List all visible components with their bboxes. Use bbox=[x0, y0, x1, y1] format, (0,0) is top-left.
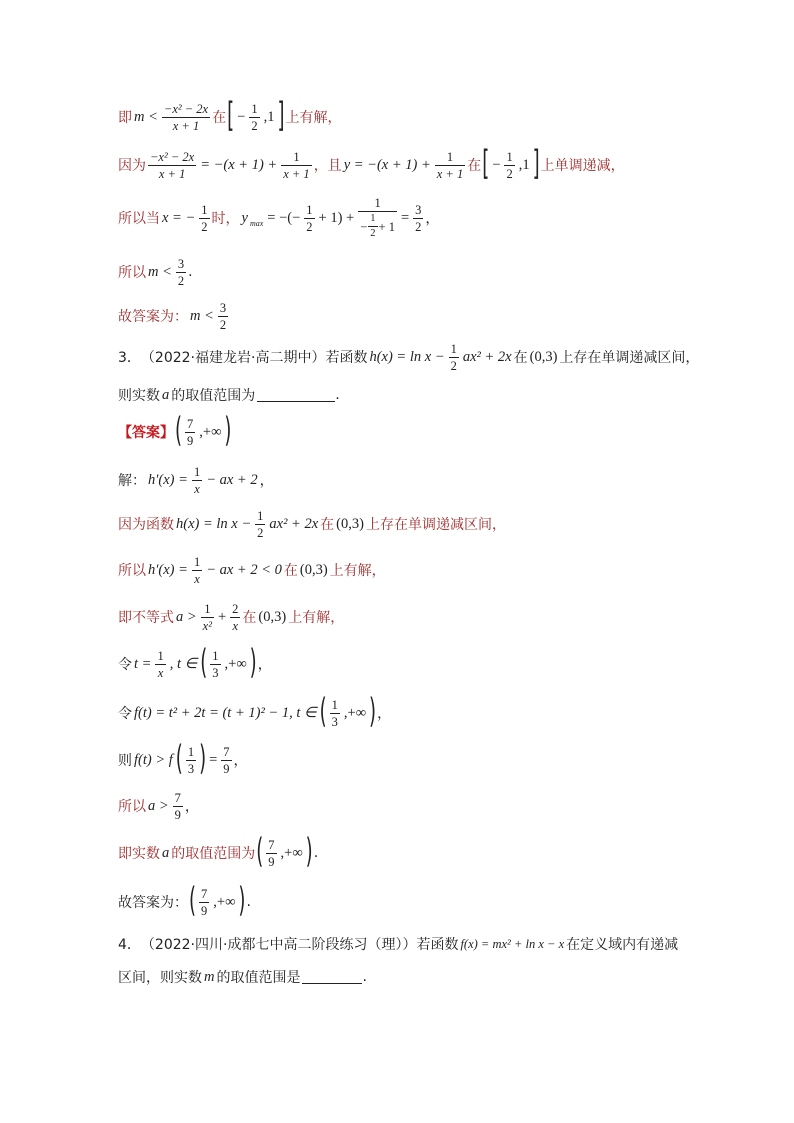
fraction-bar bbox=[173, 806, 183, 807]
fraction-denominator: 2 bbox=[306, 219, 313, 234]
solution-line bbox=[118, 141, 625, 189]
fraction-numerator: 1 bbox=[157, 648, 164, 663]
paren-left: ( bbox=[200, 643, 208, 683]
solution-text: 令 bbox=[118, 706, 132, 722]
paren-right: ) bbox=[305, 832, 313, 872]
fraction-denominator: 2 bbox=[506, 166, 513, 181]
fraction bbox=[435, 150, 465, 181]
fraction-bar bbox=[504, 165, 514, 166]
math-expression: ,1 bbox=[263, 108, 275, 125]
fraction-bar bbox=[192, 570, 202, 571]
math-operator: − bbox=[237, 108, 246, 125]
punctuation: ， bbox=[257, 657, 272, 673]
math-expression: ,+∞ bbox=[224, 655, 247, 672]
fraction-bar bbox=[162, 117, 210, 118]
solution-text: 故答案为： bbox=[118, 895, 188, 911]
fraction-bar bbox=[201, 617, 214, 618]
fraction-bar bbox=[368, 226, 377, 227]
question-number: 3． bbox=[118, 350, 141, 366]
fraction-bar bbox=[148, 165, 196, 166]
solution-line bbox=[118, 640, 272, 688]
solution-text: 在 bbox=[242, 610, 257, 626]
solution-text: 解： bbox=[118, 473, 146, 489]
fraction bbox=[413, 203, 423, 234]
question-stem-text: 则实数 bbox=[118, 388, 160, 404]
paren-left: ( bbox=[256, 832, 264, 872]
fraction-denominator: 2 bbox=[177, 273, 185, 288]
solution-text: ，且 bbox=[313, 158, 342, 174]
bracket-right: ] bbox=[532, 144, 540, 184]
fraction-denominator: x bbox=[194, 481, 200, 496]
solution-text: 则 bbox=[118, 753, 132, 769]
fraction-denominator: 2 bbox=[415, 219, 422, 234]
solution-text: 即实数 bbox=[118, 846, 160, 862]
math-operator: − bbox=[360, 219, 368, 234]
solution-line bbox=[118, 878, 251, 926]
paren-right: ) bbox=[238, 881, 246, 921]
math-expression: , t ∈ bbox=[169, 655, 198, 672]
fraction bbox=[176, 257, 186, 288]
question-stem-text: 若函数 bbox=[416, 937, 459, 953]
fraction bbox=[199, 887, 209, 918]
fraction-numerator: 1 bbox=[446, 149, 454, 164]
fraction-numerator: 1 bbox=[212, 648, 219, 663]
math-expression: − ax + 2 < 0 bbox=[206, 561, 282, 578]
fraction bbox=[148, 150, 196, 181]
solution-text: 所以 bbox=[118, 265, 146, 281]
math-expression: t = bbox=[134, 655, 152, 672]
math-variable: y bbox=[241, 209, 248, 226]
fraction-numerator: 3 bbox=[415, 202, 422, 217]
punctuation: ， bbox=[233, 753, 248, 769]
fraction-numerator: 1 bbox=[374, 196, 381, 210]
fraction-numerator: −x² − 2x bbox=[150, 149, 195, 164]
math-expression: ,+∞ bbox=[199, 423, 222, 440]
fraction-denominator: x + 1 bbox=[436, 166, 464, 181]
fraction-bar bbox=[266, 853, 276, 854]
question-stem-text: 的取值范围是 bbox=[216, 970, 301, 986]
math-operator: = bbox=[400, 209, 410, 226]
fraction-bar bbox=[218, 316, 228, 317]
fraction-denominator: 9 bbox=[223, 761, 230, 776]
math-expression: m < bbox=[134, 108, 158, 125]
math-expression: ,+∞ bbox=[280, 844, 303, 861]
solution-text: 故答案为： bbox=[118, 309, 188, 325]
punctuation: ， bbox=[259, 473, 274, 489]
solution-line bbox=[118, 689, 391, 737]
fraction bbox=[281, 150, 311, 181]
math-interval: (0,3) bbox=[299, 561, 328, 578]
math-expression: h′(x) = bbox=[148, 561, 188, 578]
fraction-denominator: x + 1 bbox=[172, 118, 200, 133]
solution-line bbox=[118, 593, 344, 641]
math-expression: a > bbox=[148, 797, 169, 814]
fraction-bar bbox=[255, 524, 265, 525]
solution-text: 即不等式 bbox=[118, 610, 174, 626]
punctuation: . bbox=[246, 894, 251, 910]
punctuation: . bbox=[335, 387, 340, 403]
fraction bbox=[249, 102, 259, 133]
fraction-bar bbox=[449, 357, 459, 358]
math-expression: + 1 bbox=[378, 219, 395, 234]
punctuation: ， bbox=[184, 799, 199, 815]
fraction bbox=[358, 196, 397, 240]
fraction-bar bbox=[413, 218, 423, 219]
fraction-bar bbox=[210, 664, 220, 665]
solution-text: 在 bbox=[320, 517, 335, 533]
fraction-bar bbox=[199, 218, 209, 219]
fraction-denominator: x bbox=[157, 665, 164, 680]
punctuation: ， bbox=[377, 706, 392, 722]
fraction-numerator: 1 bbox=[201, 202, 208, 217]
question-number: 4． bbox=[118, 937, 141, 953]
question-stem-text: 若函数 bbox=[325, 350, 368, 366]
math-interval: (0,3) bbox=[529, 348, 558, 365]
fraction-numerator: 7 bbox=[223, 744, 230, 759]
punctuation: . bbox=[362, 969, 367, 985]
fraction-denominator bbox=[358, 213, 397, 240]
math-variable: a bbox=[162, 386, 170, 403]
math-subscript: max bbox=[249, 218, 264, 228]
fraction-numerator: 7 bbox=[174, 790, 181, 805]
solution-line bbox=[118, 93, 341, 141]
math-expression: a > bbox=[176, 608, 197, 625]
solution-text: 所以当 bbox=[118, 211, 160, 227]
solution-text: 上有解， bbox=[329, 563, 386, 579]
fraction-numerator: 1 bbox=[251, 101, 258, 116]
math-expression: f(t) = t² + 2t = (t + 1)² − 1, t ∈ bbox=[134, 704, 317, 721]
solution-text: 在 bbox=[212, 110, 227, 126]
math-expression: x = − bbox=[162, 209, 196, 226]
fraction-denominator: x² bbox=[202, 618, 212, 633]
fraction-numerator: 3 bbox=[219, 300, 227, 315]
solution-text: 上有解， bbox=[285, 110, 342, 126]
math-operator: + bbox=[217, 608, 227, 625]
answer-blank bbox=[257, 401, 335, 402]
fraction bbox=[504, 150, 514, 181]
fraction-numerator: 1 bbox=[293, 149, 300, 164]
math-expression: + 1) + bbox=[318, 209, 355, 226]
math-interval: (0,3) bbox=[336, 515, 364, 532]
math-expression: ax² + 2x bbox=[269, 515, 319, 532]
fraction-denominator: 2 bbox=[201, 219, 208, 234]
fraction-denominator: 2 bbox=[450, 358, 457, 373]
question-source: （2022·四川·成都七中高二阶段练习（理）） bbox=[140, 937, 417, 953]
fraction-numerator: −x² − 2x bbox=[163, 101, 209, 116]
fraction bbox=[210, 649, 220, 680]
fraction bbox=[173, 791, 183, 822]
fraction-denominator: 2 bbox=[219, 317, 227, 332]
fraction-denominator: 2 bbox=[370, 228, 376, 239]
solution-text: 因为 bbox=[118, 158, 146, 174]
math-expression: m < bbox=[190, 307, 214, 324]
fraction-bar bbox=[281, 165, 311, 166]
punctuation: ， bbox=[425, 211, 440, 227]
fraction bbox=[185, 417, 195, 448]
fraction bbox=[201, 602, 214, 633]
solution-text: 所以 bbox=[118, 799, 146, 815]
paren-left: ( bbox=[175, 739, 183, 779]
answer-line bbox=[118, 408, 232, 456]
fraction-denominator: 9 bbox=[268, 854, 275, 869]
fraction-numerator: 1 bbox=[187, 744, 195, 759]
fraction bbox=[186, 745, 196, 776]
fraction-numerator: 2 bbox=[232, 601, 239, 616]
fraction-numerator: 7 bbox=[187, 416, 194, 431]
fraction bbox=[199, 203, 209, 234]
fraction-bar bbox=[221, 760, 231, 761]
fraction bbox=[192, 465, 202, 496]
paren-right: ) bbox=[199, 739, 207, 779]
fraction-bar bbox=[185, 432, 195, 433]
math-expression: f(t) > f bbox=[134, 751, 173, 768]
fraction-bar bbox=[230, 617, 240, 618]
fraction-bar bbox=[155, 664, 165, 665]
math-variable: a bbox=[162, 844, 170, 861]
fraction-numerator: 1 bbox=[193, 554, 201, 569]
question-stem-text: 在定义域内有递减 bbox=[566, 937, 679, 953]
fraction-numerator: 1 bbox=[450, 341, 457, 356]
fraction-bar bbox=[199, 902, 209, 903]
solution-line bbox=[118, 248, 193, 296]
fraction-bar bbox=[304, 218, 314, 219]
fraction-denominator: x bbox=[232, 618, 239, 633]
solution-text: 在 bbox=[283, 563, 298, 579]
fraction-numerator: 1 bbox=[257, 508, 264, 523]
fraction-numerator: 7 bbox=[201, 886, 208, 901]
math-expression: = −(x + 1) + bbox=[200, 156, 278, 173]
fraction bbox=[155, 649, 165, 680]
bracket-left: [ bbox=[227, 96, 235, 136]
math-expression: ,1 bbox=[518, 156, 530, 173]
solution-line bbox=[118, 736, 248, 784]
fraction-denominator: 3 bbox=[212, 665, 219, 680]
solution-text: 时， bbox=[211, 211, 240, 227]
fraction-numerator: 3 bbox=[177, 256, 185, 271]
math-expression: h(x) = ln x − bbox=[369, 348, 445, 365]
fraction bbox=[255, 509, 265, 540]
fraction-numerator: 1 bbox=[370, 213, 376, 224]
math-expression: ,+∞ bbox=[213, 893, 236, 910]
math-expression: f(x) = mx² + ln x − x bbox=[460, 936, 565, 951]
math-operator: = bbox=[209, 751, 218, 768]
fraction-numerator: 1 bbox=[204, 601, 211, 616]
math-interval: (0,3) bbox=[258, 608, 287, 625]
fraction-numerator: 1 bbox=[331, 697, 338, 712]
solution-text: 的取值范围为 bbox=[171, 846, 256, 862]
fraction-denominator: x + 1 bbox=[283, 166, 310, 181]
answer-blank bbox=[302, 983, 362, 984]
fraction-numerator: 1 bbox=[506, 149, 513, 164]
math-expression: ,+∞ bbox=[343, 704, 367, 721]
paren-left: ( bbox=[319, 692, 327, 732]
fraction bbox=[162, 102, 210, 133]
solution-line bbox=[118, 782, 199, 830]
solution-line bbox=[118, 829, 318, 877]
fraction bbox=[192, 555, 202, 586]
solution-line bbox=[118, 500, 506, 548]
fraction-denominator: 3 bbox=[331, 714, 338, 729]
fraction bbox=[304, 203, 314, 234]
question-stem-text: 的取值范围为 bbox=[171, 388, 256, 404]
paren-right: ) bbox=[369, 692, 377, 732]
solution-line bbox=[118, 546, 386, 594]
question-stem-text: 上存在单调递减区间， bbox=[559, 350, 700, 366]
fraction-denominator: 9 bbox=[201, 903, 208, 918]
math-expression: h(x) = ln x − bbox=[176, 515, 252, 532]
fraction-bar bbox=[176, 272, 186, 273]
math-variable: m bbox=[204, 968, 215, 985]
solution-text: 上存在单调递减区间， bbox=[365, 517, 506, 533]
math-expression: ax² + 2x bbox=[462, 348, 512, 365]
fraction-denominator: 2 bbox=[257, 525, 264, 540]
fraction-bar bbox=[186, 760, 196, 761]
fraction-denominator: 9 bbox=[174, 807, 181, 822]
fraction-denominator: 3 bbox=[187, 761, 195, 776]
punctuation: . bbox=[313, 845, 319, 861]
paren-right: ) bbox=[224, 411, 232, 451]
paren-left: ( bbox=[189, 881, 197, 921]
solution-text: 即 bbox=[118, 110, 132, 126]
fraction-denominator: x + 1 bbox=[158, 166, 186, 181]
math-expression: − ax + 2 bbox=[206, 471, 258, 488]
fraction-numerator: 1 bbox=[306, 202, 313, 217]
math-expression: = −(− bbox=[267, 209, 301, 226]
punctuation: . bbox=[188, 264, 193, 280]
fraction-denominator: 9 bbox=[187, 433, 194, 448]
fraction-numerator: 1 bbox=[193, 464, 201, 479]
question-stem-text: 在 bbox=[513, 350, 528, 366]
question-stem-text: 区间，则实数 bbox=[118, 970, 202, 986]
question-stem-line bbox=[118, 953, 367, 1001]
fraction bbox=[449, 342, 459, 373]
fraction bbox=[218, 301, 228, 332]
fraction-bar bbox=[435, 165, 465, 166]
fraction bbox=[330, 698, 340, 729]
solution-text: 上有解， bbox=[288, 610, 345, 626]
math-operator: − bbox=[492, 156, 501, 173]
bracket-left: [ bbox=[482, 144, 490, 184]
solution-line bbox=[118, 456, 274, 504]
math-expression: h′(x) = bbox=[148, 471, 188, 488]
bracket-right: ] bbox=[277, 96, 285, 136]
solution-text: 上单调递减， bbox=[540, 158, 625, 174]
solution-text: 所以 bbox=[118, 563, 146, 579]
solution-line bbox=[118, 194, 439, 242]
answer-label: 【答案】 bbox=[118, 425, 174, 441]
math-expression: y = −(x + 1) + bbox=[343, 156, 431, 173]
fraction-denominator: x bbox=[194, 571, 200, 586]
fraction-numerator: 7 bbox=[268, 837, 275, 852]
fraction-bar bbox=[330, 713, 340, 714]
fraction-bar bbox=[249, 117, 259, 118]
paren-left: ( bbox=[175, 411, 183, 451]
fraction bbox=[368, 213, 377, 240]
solution-text: 令 bbox=[118, 657, 132, 673]
fraction-bar bbox=[358, 211, 397, 212]
fraction bbox=[266, 838, 276, 869]
question-source: （2022·福建龙岩·高二期中） bbox=[140, 350, 326, 366]
solution-text: 在 bbox=[467, 158, 482, 174]
solution-text: 因为函数 bbox=[118, 517, 174, 533]
fraction-denominator: 2 bbox=[251, 118, 258, 133]
fraction bbox=[230, 602, 240, 633]
fraction-bar bbox=[192, 480, 202, 481]
fraction bbox=[221, 745, 231, 776]
paren-right: ) bbox=[249, 643, 257, 683]
math-expression: m < bbox=[148, 263, 172, 280]
